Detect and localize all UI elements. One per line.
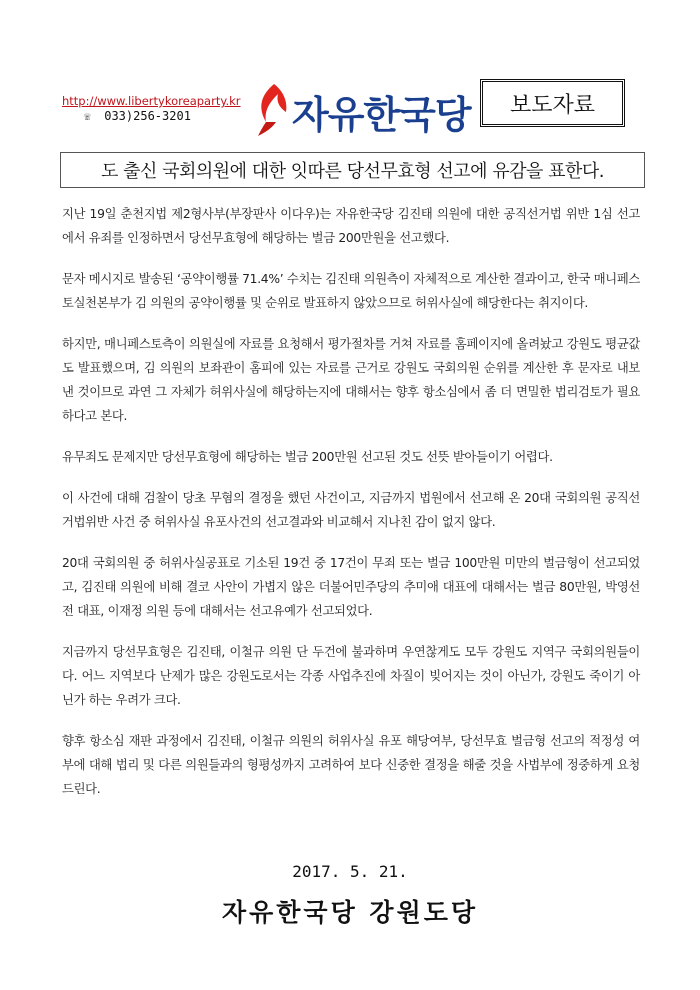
headline: 도 출신 국회의원에 대한 잇따른 당선무효형 선고에 유감을 표한다.	[60, 152, 645, 188]
press-release-label: 보도자료	[480, 79, 625, 127]
paragraph: 지금까지 당선무효형은 김진태, 이철규 의원 단 두건에 불과하며 우연찮게도 모두 강원도 지역구 국회의원들이다. 어느 지역보다 난제가 많은 강원도로서는 각종 사업추진에 차질이 빚어지는 것이 아닌가, 강원도 죽이기 아닌가 하는 우려가 크다.	[62, 645, 640, 707]
party-logo-text: 자유한국당	[292, 93, 471, 137]
body-text	[62, 202, 640, 818]
paragraph: 지난 19일 춘천지법 제2형사부(부장판사 이다우)는 자유한국당 김진태 의원에 대한 공직선거법 위반 1심 선고에서 유죄를 인정하면서 당선무효형에 해당하는 벌금 200만원을 선고했다.	[62, 207, 640, 245]
phone-number: 033)256-3201	[104, 109, 191, 123]
paragraph: 문자 메시지로 발송된 ‘공약이행률 71.4%’ 수치는 김진태 의원측이 자체적으로 계산한 결과이고, 한국 매니페스토실천본부가 김 의원의 공약이행률 및 순위로 발표하지 않았으므로 허위사실에 해당한다는 취지이다.	[62, 272, 641, 310]
release-date: 2017. 5. 21.	[292, 862, 408, 881]
signature: 자유한국당 강원도당	[221, 898, 479, 927]
party-url-link[interactable]: http://www.libertykoreaparty.kr	[62, 94, 241, 108]
paragraph: 유무죄도 문제지만 당선무효형에 해당하는 벌금 200만원 선고된 것도 선뜻 받아들이기 어렵다.	[62, 450, 553, 464]
torch-icon	[252, 82, 292, 138]
paragraph: 하지만, 매니페스토측이 의원실에 자료를 요청해서 평가절차를 거쳐 자료를 홈페이지에 올려놨고 강원도 평균값도 발표했으며, 김 의원의 보좌관이 홈피에 있는 자료를 근거로 강원도 국회의원 순위를 계산한 후 문자로 내보낸 것이므로 과연 그 자체가 허위사실에 해당하는지에 대해서는 향후 항소심에서 좀 더 면밀한 법리검토가 필요하다고 본다.	[62, 337, 640, 423]
paragraph: 이 사건에 대해 검찰이 당초 무혐의 결정을 했던 사건이고, 지금까지 법원에서 선고해 온 20대 국회의원 공직선거법위반 사건 중 허위사실 유포사건의 선고결과와 비교해서 지나친 감이 없지 않다.	[62, 491, 640, 529]
contact-info	[62, 94, 241, 124]
phone-icon: ☏	[84, 110, 91, 123]
paragraph: 20대 국회의원 중 허위사실공표로 기소된 19건 중 17건이 무죄 또는 벌금 100만원 미만의 벌금형이 선고되었고, 김진태 의원에 비해 결코 사안이 가볍지 않은 더불어민주당의 추미애 대표에 대해서는 벌금 80만원, 박영선 전 대표, 이재정 의원 등에 대해서는 선고유예가 선고되었다.	[62, 556, 640, 618]
paragraph: 향후 항소심 재판 과정에서 김진태, 이철규 의원의 허위사실 유포 해당여부, 당선무효 벌금형 선고의 적정성 여부에 대해 법리 및 다른 의원들과의 형평성까지 고려하여 보다 신중한 결정을 해줄 것을 사법부에 정중하게 요청 드린다.	[62, 734, 640, 796]
phone-line	[84, 109, 241, 124]
